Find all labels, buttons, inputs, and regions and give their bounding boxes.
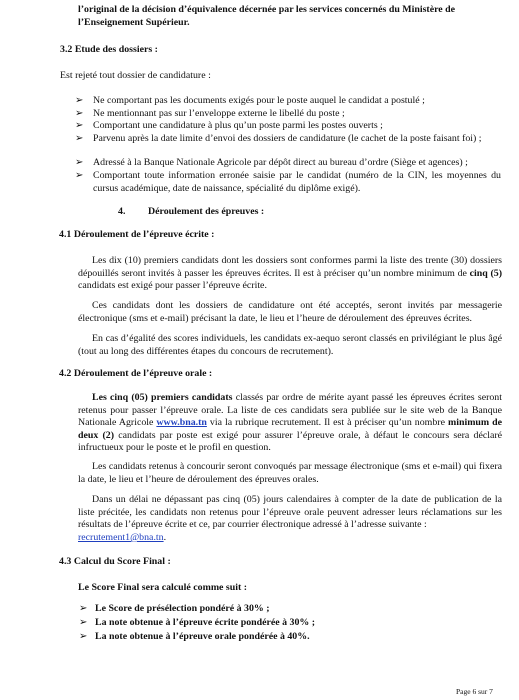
arrow-bullet-icon: ➢: [75, 108, 84, 119]
oral-exam-paragraph-3: Dans un délai ne dépassant pas cinq (05) jours calendaires à compter de la date de publication de la liste précitée, les candidats non retenus pour l’épreuve orale peuvent adresser leurs réclamations sur les résultats de l’épreuve écrite et ce, par courrier électronique adressé à l’adresse suivante :: [78, 494, 502, 531]
rejection-item-3: Comportant une candidature à plus qu’un poste parmi les postes ouverts ;: [93, 120, 383, 131]
rejection-item-6: Comportant toute information erronée saisie par le candidat (numéro de la CIN, les moyennes du cursus académique, date de naissance, spécialité du diplôme exigé).: [93, 170, 501, 194]
written-exam-paragraph-2: Ces candidats dont les dossiers de candidature ont été acceptés, seront invités par messagerie électronique (sms et e-mail) précisant la date, le lieu et l’heure de déroulement des épreuves écrites.: [78, 300, 502, 324]
score-item-3: La note obtenue à l’épreuve orale pondérée à 40%.: [95, 631, 310, 642]
section-4-3-lead: Le Score Final sera calculé comme suit :: [78, 582, 248, 593]
arrow-bullet-icon: ➢: [75, 133, 84, 144]
page-number: Page 6 sur 7: [456, 686, 493, 696]
arrow-bullet-icon: ➢: [75, 95, 84, 106]
complaint-email-line: recrutement1@bna.tn.: [78, 532, 167, 543]
arrow-bullet-icon: ➢: [79, 631, 88, 642]
intro-line-2: l’Enseignement Supérieur.: [78, 17, 190, 28]
intro-line-1: l’original de la décision d’équivalence décernée par les services concernés du Ministère de: [78, 4, 456, 15]
arrow-bullet-icon: ➢: [75, 157, 84, 168]
bna-website-link[interactable]: www.bna.tn: [156, 417, 207, 429]
section-4-1-heading: 4.1 Déroulement de l’épreuve écrite :: [59, 229, 215, 240]
section-4-number: 4.: [118, 206, 126, 217]
section-3-2-lead: Est rejeté tout dossier de candidature :: [60, 70, 211, 81]
score-item-2: La note obtenue à l’épreuve écrite pondérée à 30% ;: [95, 617, 316, 628]
arrow-bullet-icon: ➢: [75, 120, 84, 131]
complaint-email-link[interactable]: recrutement1@bna.tn: [78, 532, 164, 543]
section-4-title: Déroulement des épreuves :: [148, 206, 265, 217]
rejection-item-4: Parvenu après la date limite d’envoi des dossiers de candidature (le cachet de la poste faisant foi) ;: [93, 133, 482, 144]
score-item-1: Le Score de présélection pondéré à 30% ;: [95, 603, 270, 614]
arrow-bullet-icon: ➢: [79, 603, 88, 614]
written-exam-paragraph-3: En cas d’égalité des scores individuels, les candidats ex-aequo seront classés en privilégiant le plus âgé (tout au long des différentes étapes du concours de recrutement).: [78, 333, 502, 357]
rejection-item-5: Adressé à la Banque Nationale Agricole par dépôt direct au bureau d’ordre (Siège et agences) ;: [93, 157, 468, 168]
arrow-bullet-icon: ➢: [75, 170, 84, 181]
written-exam-paragraph-1: Les dix (10) premiers candidats dont les dossiers sont conformes parmi la liste des trente (30) dossiers dépouillés seront invités à passer les épreuves écrites. Il est à préciser qu’un nombre minimum de cinq (5) candidats est exigé pour passer l’épreuve écrite.: [78, 255, 503, 292]
rejection-item-1: Ne comportant pas les documents exigés pour le poste auquel le candidat a postulé ;: [93, 95, 425, 106]
oral-exam-paragraph-1: Les cinq (05) premiers candidats classés par ordre de mérite ayant passé les épreuves écrites seront retenus pour passer l’épreuve orale. La liste de ces candidats sera publiée sur le site web de la Banque Nationale Agricole www.bna.tn via la rubrique recrutement. Il est à préciser qu’un nombre minimum de deux (2) candidats par poste est exigé pour assurer l’épreuve orale, à défaut le concours sera déclaré infructueux pour le poste et le profil en question.: [78, 392, 503, 454]
section-4-3-heading: 4.3 Calcul du Score Final :: [59, 556, 171, 567]
oral-exam-paragraph-2: Les candidats retenus à concourir seront convoqués par message électronique (sms et e-mail) qui fixera la date, le lieu et l’heure de déroulement des épreuves orales.: [78, 461, 502, 485]
section-4-2-heading: 4.2 Déroulement de l’épreuve orale :: [59, 368, 213, 379]
arrow-bullet-icon: ➢: [79, 617, 88, 628]
section-3-2-heading: 3.2 Etude des dossiers :: [60, 44, 158, 55]
rejection-item-2: Ne mentionnant pas sur l’enveloppe externe le libellé du poste ;: [93, 108, 345, 119]
